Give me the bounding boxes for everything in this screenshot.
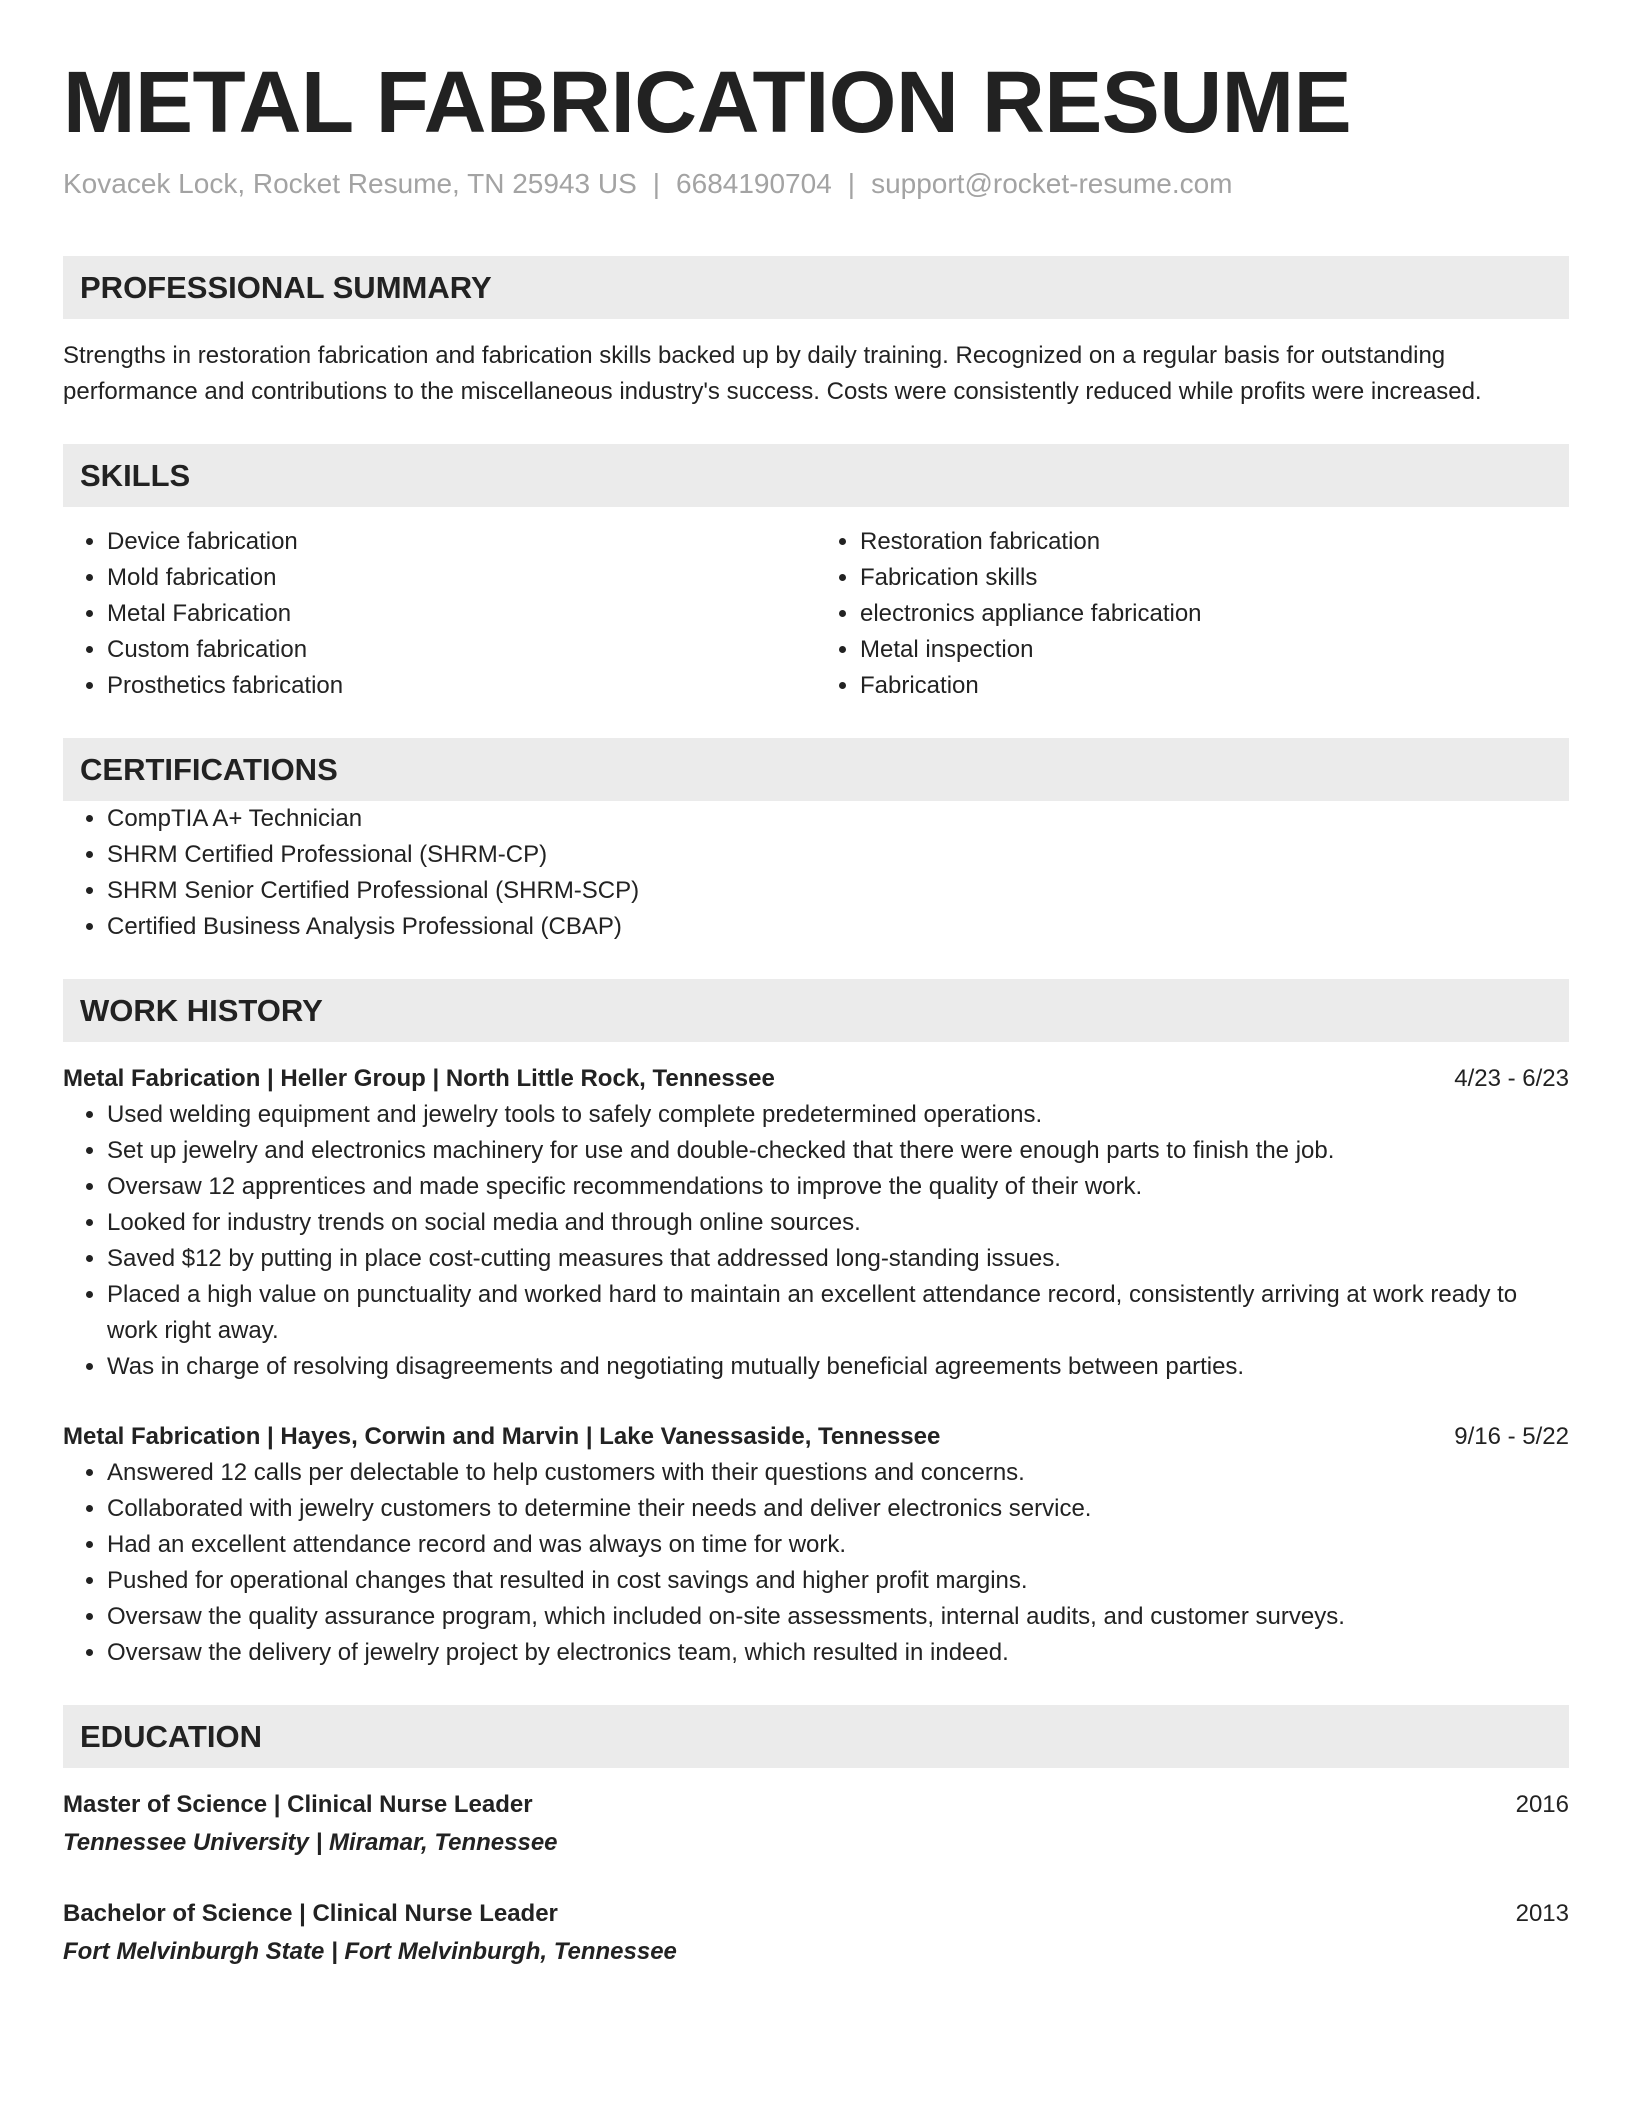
education-degree: Bachelor of Science | Clinical Nurse Leader: [63, 1900, 558, 1928]
skill-item: • Fabrication skills: [860, 560, 1569, 596]
certification-item: • CompTIA A+ Technician: [107, 801, 1569, 837]
resume-title: METAL FABRICATION RESUME: [63, 54, 1352, 151]
certification-item: • Certified Business Analysis Professional (CBAP): [107, 909, 1569, 945]
certifications-list: [63, 801, 1569, 945]
summary-text: Strengths in restoration fabrication and fabrication skills backed up by daily training. Recognized on a regular basis for outstanding performance and contributions to the miscellaneous industry's success. Costs were consistently reduced while profits were increased.: [63, 342, 1482, 406]
skill-item: • Metal Fabrication: [107, 596, 816, 632]
education-year: 2016: [1515, 1791, 1569, 1819]
job-bullet: • Saved $12 by putting in place cost-cutting measures that addressed long-standing issues.: [107, 1241, 1569, 1277]
contact-email: support@rocket-resume.com: [871, 167, 1233, 199]
education-header: [63, 1895, 1569, 1933]
skill-item: • Restoration fabrication: [860, 524, 1569, 560]
job-bullet: • Placed a high value on punctuality and worked hard to maintain an excellent attendance record, consistently arriving at work ready to work right away.: [107, 1277, 1569, 1349]
contact-phone: 6684190704: [676, 167, 832, 199]
job-bullet: • Set up jewelry and electronics machinery for use and double-checked that there were enough parts to finish the job.: [107, 1133, 1569, 1169]
section-heading-education: EDUCATION: [63, 1705, 1569, 1768]
education-year: 2013: [1515, 1900, 1569, 1928]
job-bullet: • Answered 12 calls per delectable to help customers with their questions and concerns.: [107, 1455, 1569, 1491]
section-heading-summary: PROFESSIONAL SUMMARY: [63, 256, 1569, 319]
job-bullet: • Looked for industry trends on social media and through online sources.: [107, 1205, 1569, 1241]
job-bullet: • Was in charge of resolving disagreements and negotiating mutually beneficial agreements between parties.: [107, 1349, 1569, 1385]
education-entry: [63, 1895, 1569, 1971]
job-bullet: • Had an excellent attendance record and was always on time for work.: [107, 1527, 1569, 1563]
skills-columns: [63, 524, 1569, 704]
job-bullet: • Oversaw the quality assurance program, which included on-site assessments, internal audits, and customer surveys.: [107, 1599, 1569, 1635]
certification-item: • SHRM Certified Professional (SHRM-CP): [107, 837, 1569, 873]
section-heading-skills: SKILLS: [63, 444, 1569, 507]
job-title: Metal Fabrication | Hayes, Corwin and Marvin | Lake Vanessaside, Tennessee: [63, 1423, 941, 1451]
skills-list-right: [816, 524, 1569, 704]
job-title: Metal Fabrication | Heller Group | North Little Rock, Tennessee: [63, 1065, 775, 1093]
skill-item: • Custom fabrication: [107, 632, 816, 668]
certification-item: • SHRM Senior Certified Professional (SHRM-SCP): [107, 873, 1569, 909]
education-header: [63, 1786, 1569, 1824]
job-dates: 4/23 - 6/23: [1454, 1065, 1569, 1093]
section-heading-certifications: CERTIFICATIONS: [63, 738, 1569, 801]
contact-separator: |: [652, 167, 661, 199]
job-entry: [63, 1061, 1569, 1385]
education-school: Tennessee University | Miramar, Tennessee: [63, 1829, 558, 1857]
job-bullets: [63, 1455, 1569, 1671]
skill-item: • Prosthetics fabrication: [107, 668, 816, 704]
skill-item: • Fabrication: [860, 668, 1569, 704]
job-bullet: • Collaborated with jewelry customers to determine their needs and deliver electronics service.: [107, 1491, 1569, 1527]
job-bullet: • Used welding equipment and jewelry tools to safely complete predetermined operations.: [107, 1097, 1569, 1133]
education-degree: Master of Science | Clinical Nurse Leader: [63, 1791, 533, 1819]
job-entry: [63, 1419, 1569, 1671]
skills-list-left: [63, 524, 816, 704]
contact-address: Kovacek Lock, Rocket Resume, TN 25943 US: [63, 167, 637, 199]
job-bullet: • Oversaw 12 apprentices and made specific recommendations to improve the quality of their work.: [107, 1169, 1569, 1205]
skill-item: • electronics appliance fabrication: [860, 596, 1569, 632]
job-dates: 9/16 - 5/22: [1454, 1423, 1569, 1451]
skill-item: • Mold fabrication: [107, 560, 816, 596]
contact-line: [63, 166, 1569, 202]
job-bullet: • Oversaw the delivery of jewelry project by electronics team, which resulted in indeed.: [107, 1635, 1569, 1671]
job-bullet: • Pushed for operational changes that resulted in cost savings and higher profit margins.: [107, 1563, 1569, 1599]
job-header: [63, 1419, 1569, 1455]
education-entry: [63, 1786, 1569, 1862]
section-heading-work-history: WORK HISTORY: [63, 979, 1569, 1042]
contact-separator: |: [847, 167, 856, 199]
job-header: [63, 1061, 1569, 1097]
education-school: Fort Melvinburgh State | Fort Melvinburgh, Tennessee: [63, 1938, 677, 1966]
skill-item: • Device fabrication: [107, 524, 816, 560]
skill-item: • Metal inspection: [860, 632, 1569, 668]
job-bullets: [63, 1097, 1569, 1385]
